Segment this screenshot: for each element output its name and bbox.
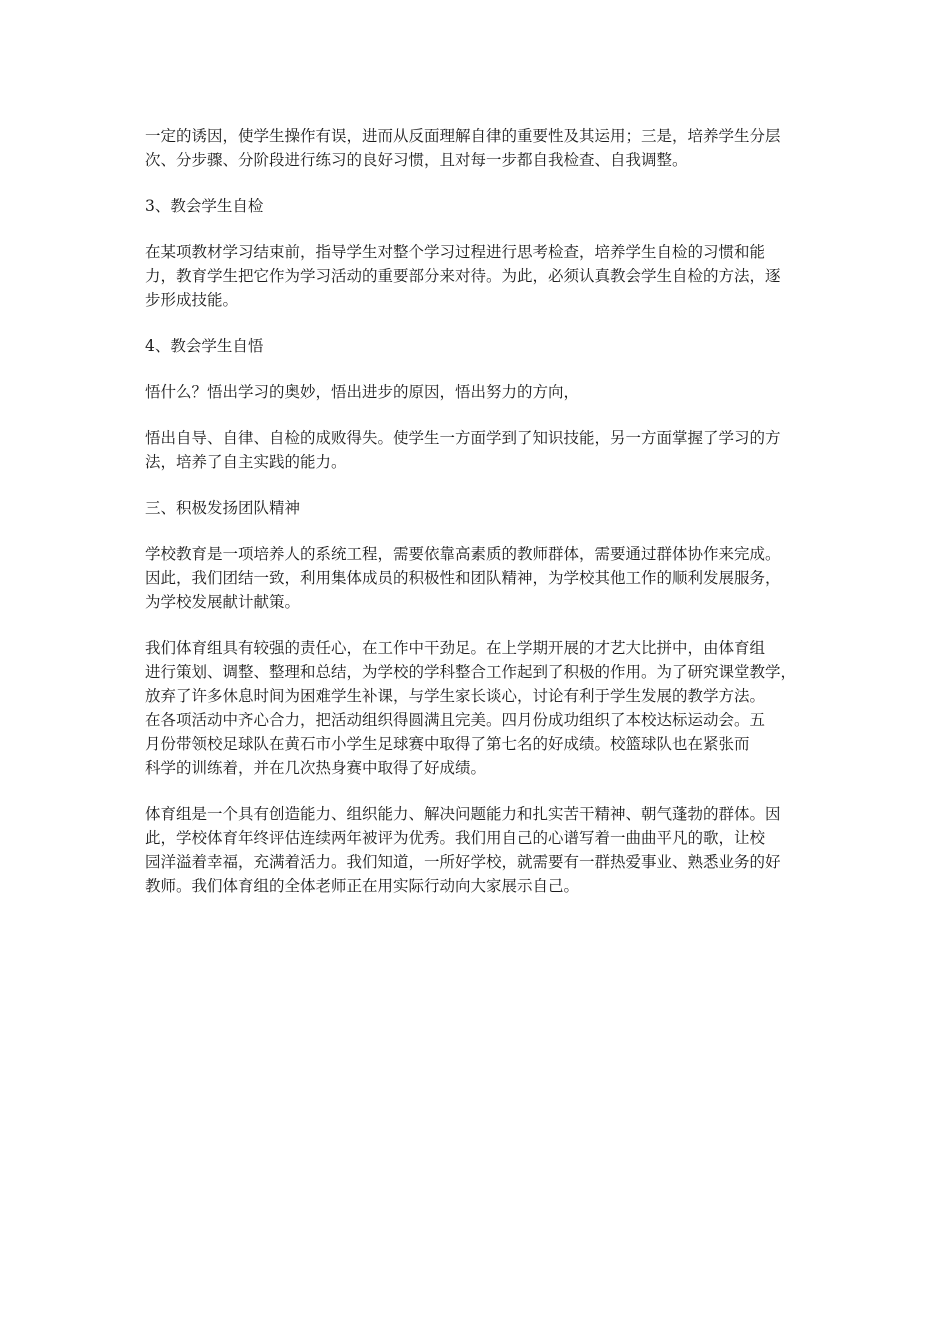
paragraph-line: 力，教育学生把它作为学习活动的重要部分来对待。为此，必须认真教会学生自检的方法，逐 (145, 267, 781, 285)
paragraph-line: 步形成技能。 (145, 291, 239, 309)
paragraph-line: 此，学校体育年终评估连续两年被评为优秀。我们用自己的心谱写着一曲曲平凡的歌，让校 (145, 829, 766, 847)
paragraph-line: 次、分步骤、分阶段进行练习的良好习惯，且对每一步都自我检查、自我调整。 (145, 151, 688, 169)
paragraph-line: 教师。我们体育组的全体老师正在用实际行动向大家展示自己。 (145, 877, 580, 895)
paragraph-line: 进行策划、调整、整理和总结，为学校的学科整合工作起到了积极的作用。为了研究课堂教学， (145, 663, 797, 681)
paragraph (145, 380, 821, 404)
paragraph (145, 542, 821, 614)
paragraph-line: 体育组是一个具有创造能力、组织能力、解决问题能力和扎实苦干精神、朝气蓬勃的群体。因 (145, 805, 781, 823)
paragraph-line: 月份带领校足球队在黄石市小学生足球赛中取得了第七名的好成绩。校篮球队也在紧张而 (145, 735, 750, 753)
paragraph-line: 为学校发展献计献策。 (145, 593, 301, 611)
paragraph-line: 悟什么？悟出学习的奥妙，悟出进步的原因，悟出努力的方向， (145, 383, 580, 401)
paragraph (145, 636, 821, 780)
paragraph-line: 在某项教材学习结束前，指导学生对整个学习过程进行思考检查，培养学生自检的习惯和能 (145, 243, 766, 261)
section-heading: 4、教会学生自悟 (145, 337, 264, 355)
document-page (145, 124, 821, 920)
paragraph-line: 悟出自导、自律、自检的成败得失。使学生一方面学到了知识技能，另一方面掌握了学习的方 (145, 429, 781, 447)
paragraph (145, 426, 821, 474)
paragraph (145, 802, 821, 898)
paragraph-line: 在各项活动中齐心合力，把活动组织得圆满且完美。四月份成功组织了本校达标运动会。五 (145, 711, 766, 729)
section-heading: 三、积极发扬团队精神 (145, 499, 301, 517)
paragraph-line: 放弃了许多休息时间为困难学生补课，与学生家长谈心，讨论有利于学生发展的教学方法。 (145, 687, 766, 705)
paragraph (145, 124, 821, 172)
paragraph-line: 一定的诱因，使学生操作有误，进而从反面理解自律的重要性及其运用；三是，培养学生分层 (145, 127, 781, 145)
section-heading: 3、教会学生自检 (145, 197, 264, 215)
paragraph-line: 科学的训练着，并在几次热身赛中取得了好成绩。 (145, 759, 487, 777)
paragraph (145, 240, 821, 312)
paragraph-line: 因此，我们团结一致，利用集体成员的积极性和团队精神，为学校其他工作的顺利发展服务， (145, 569, 781, 587)
paragraph-line: 园洋溢着幸福，充满着活力。我们知道，一所好学校，就需要有一群热爱事业、熟悉业务的好 (145, 853, 781, 871)
paragraph-line: 学校教育是一项培养人的系统工程，需要依靠高素质的教师群体，需要通过群体协作来完成。 (145, 545, 781, 563)
paragraph-line: 我们体育组具有较强的责任心，在工作中干劲足。在上学期开展的才艺大比拼中，由体育组 (145, 639, 766, 657)
paragraph-line: 法，培养了自主实践的能力。 (145, 453, 347, 471)
